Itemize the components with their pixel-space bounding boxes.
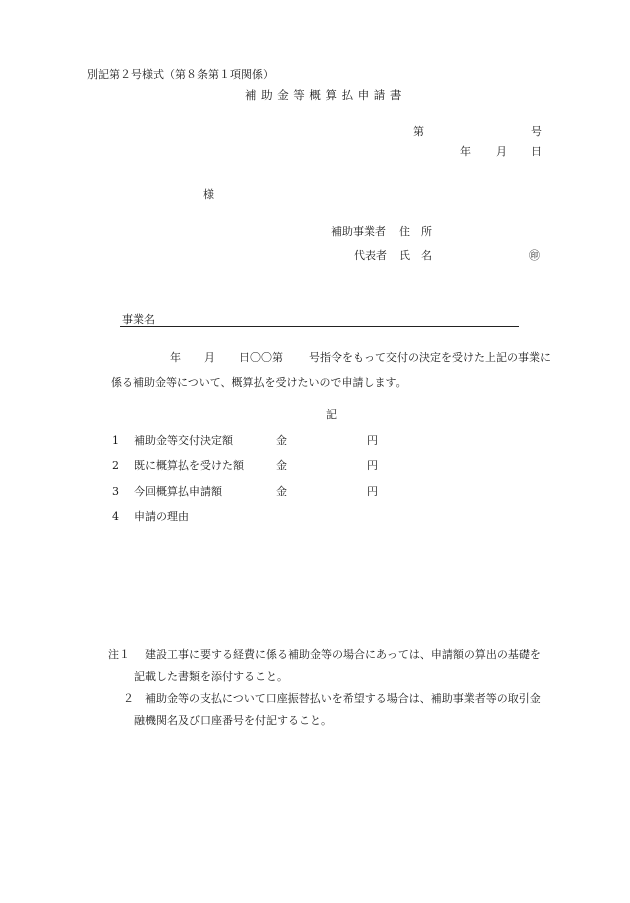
item-kin: 金 — [276, 459, 287, 472]
item-kin: 金 — [276, 434, 287, 447]
representative-label: 代表者 — [354, 249, 387, 262]
note1-line2: 記載した書類を添付すること。 — [134, 670, 288, 683]
date-month: 月 — [496, 145, 507, 158]
date-year: 年 — [460, 145, 471, 158]
item-kin: 金 — [276, 485, 287, 498]
item-label: 申請の理由 — [134, 510, 189, 523]
project-name-label: 事業名 — [122, 313, 155, 326]
addressee-honorific: 様 — [203, 188, 214, 201]
note2-number: ２ — [123, 692, 134, 705]
item-yen: 円 — [367, 434, 378, 447]
document-title: 補助金等概算払申請書 — [245, 88, 406, 102]
applicant-role-label: 補助事業者 — [331, 225, 386, 238]
body-month: 月 — [204, 351, 215, 364]
note2-line2: 融機関名及び口座番号を付記すること。 — [134, 714, 332, 727]
item-yen: 円 — [367, 459, 378, 472]
form-header: 別記第２号様式（第８条第１項関係） — [87, 68, 274, 81]
name-label: 氏 名 — [399, 249, 432, 262]
body-line2: 係る補助金等について、概算払を受けたいので申請します。 — [111, 376, 407, 389]
body-day-text: 日〇〇第 — [239, 351, 283, 364]
body-year: 年 — [170, 351, 181, 364]
note1-line1: 建設工事に要する経費に係る補助金等の場合にあっては、申請額の算出の基礎を — [145, 648, 541, 661]
item-number: 4 — [112, 510, 119, 523]
address-label: 住 所 — [399, 225, 432, 238]
project-name-underline — [120, 326, 519, 327]
ki-heading: 記 — [326, 408, 337, 421]
item-number: 1 — [112, 434, 119, 447]
item-label: 補助金等交付決定額 — [134, 434, 233, 447]
item-number: 3 — [112, 485, 119, 498]
doc-number-prefix: 第 — [413, 125, 424, 138]
note2-line1: 補助金等の支払について口座振替払いを希望する場合は、補助事業者等の取引金 — [145, 692, 541, 705]
note-prefix: 注１ — [108, 648, 130, 661]
date-day: 日 — [531, 145, 542, 158]
body-line1-rest: 号指令をもって交付の決定を受けた上記の事業に — [309, 351, 551, 364]
item-label: 今回概算払申請額 — [134, 485, 222, 498]
doc-number-suffix: 号 — [531, 125, 542, 138]
item-number: 2 — [112, 459, 119, 472]
item-label: 既に概算払を受けた額 — [134, 459, 244, 472]
seal-mark: ㊞ — [529, 249, 540, 262]
item-yen: 円 — [367, 485, 378, 498]
